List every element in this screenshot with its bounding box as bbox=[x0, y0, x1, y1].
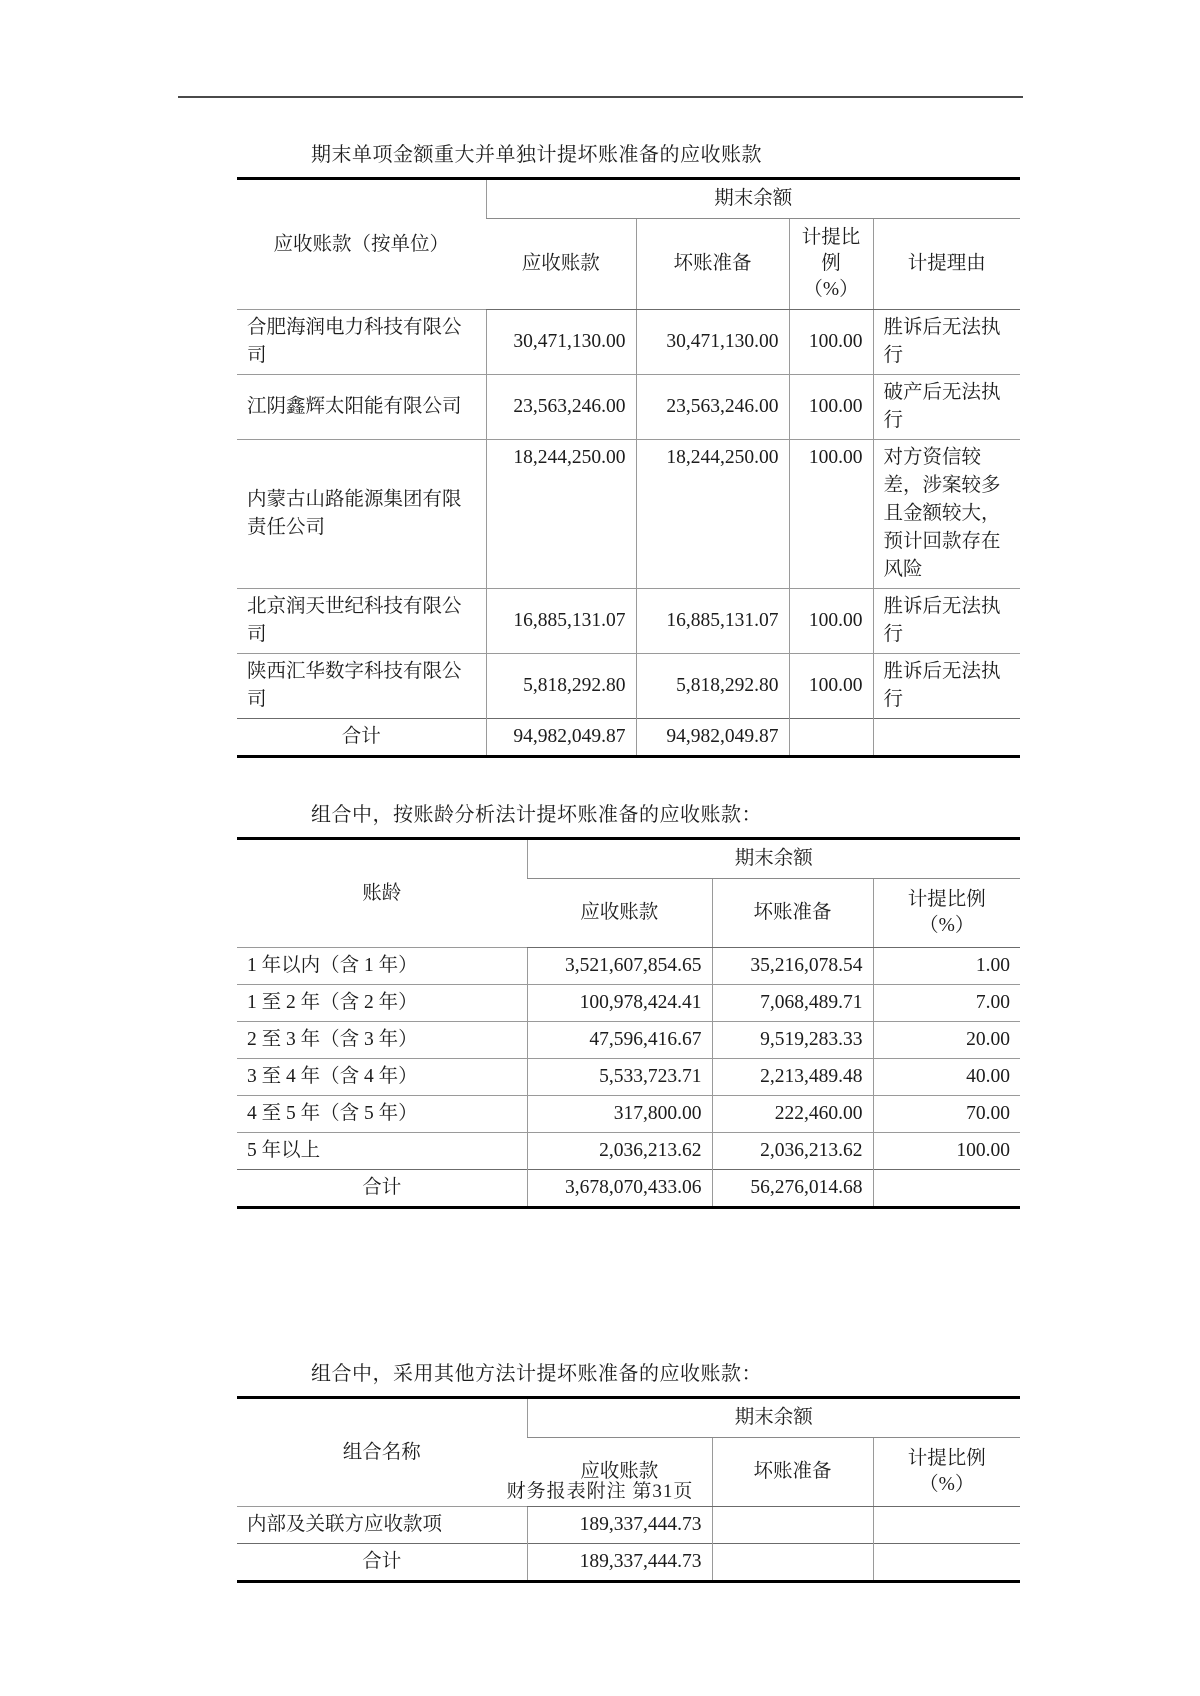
ratio-unit: （%） bbox=[919, 1474, 975, 1495]
column-group-header-ending-balance: 期末余额 bbox=[527, 1398, 1020, 1438]
column-header-ratio bbox=[789, 219, 873, 310]
ratio-cell bbox=[873, 1507, 1020, 1544]
reason-cell: 破产后无法执行 bbox=[873, 375, 1020, 440]
receivable-cell: 23,563,246.00 bbox=[486, 375, 636, 440]
receivable-cell: 189,337,444.73 bbox=[527, 1507, 712, 1544]
total-provision bbox=[712, 1544, 873, 1582]
total-row bbox=[237, 719, 1020, 757]
page-footer: 财务报表附注 第31页 bbox=[506, 1481, 694, 1502]
receivable-cell: 16,885,131.07 bbox=[486, 589, 636, 654]
ratio-unit: （%） bbox=[919, 915, 975, 936]
ratio-cell: 20.00 bbox=[873, 1022, 1020, 1059]
table1-caption: 期末单项金额重大并单独计提坏账准备的应收账款 bbox=[311, 144, 762, 166]
total-ratio bbox=[789, 719, 873, 757]
column-header-provision: 坏账准备 bbox=[636, 219, 789, 310]
aging-bucket-cell: 4 至 5 年（含 5 年） bbox=[237, 1096, 527, 1133]
column-header-entity: 应收账款（按单位） bbox=[273, 233, 449, 255]
company-name-cell: 北京润天世纪科技有限公司 bbox=[237, 589, 486, 654]
aging-bucket-cell: 1 至 2 年（含 2 年） bbox=[237, 985, 527, 1022]
provision-cell: 35,216,078.54 bbox=[712, 948, 873, 985]
total-label: 合计 bbox=[237, 719, 486, 757]
total-receivable: 3,678,070,433.06 bbox=[527, 1170, 712, 1208]
receivable-cell: 100,978,424.41 bbox=[527, 985, 712, 1022]
receivable-cell: 18,244,250.00 bbox=[486, 440, 636, 589]
portfolio-name-cell: 内部及关联方应收款项 bbox=[237, 1507, 527, 1544]
page-content bbox=[237, 0, 1020, 1583]
ratio-cell: 100.00 bbox=[789, 375, 873, 440]
receivable-cell: 47,596,416.67 bbox=[527, 1022, 712, 1059]
table-individual-provision bbox=[237, 177, 1020, 758]
provision-cell: 7,068,489.71 bbox=[712, 985, 873, 1022]
provision-cell: 2,213,489.48 bbox=[712, 1059, 873, 1096]
table-row bbox=[237, 1507, 1020, 1544]
table-row bbox=[237, 1096, 1020, 1133]
column-header-receivable: 应收账款 bbox=[527, 1438, 712, 1507]
total-receivable: 189,337,444.73 bbox=[527, 1544, 712, 1582]
total-row bbox=[237, 1544, 1020, 1582]
receivable-cell: 30,471,130.00 bbox=[486, 310, 636, 375]
column-header-provision: 坏账准备 bbox=[712, 1438, 873, 1507]
reason-cell: 胜诉后无法执行 bbox=[873, 310, 1020, 375]
table2-caption: 组合中，按账龄分析法计提坏账准备的应收账款： bbox=[311, 804, 762, 826]
provision-cell: 30,471,130.00 bbox=[636, 310, 789, 375]
table-row bbox=[237, 310, 1020, 375]
company-name-cell: 内蒙古山路能源集团有限责任公司 bbox=[237, 440, 486, 589]
table-row bbox=[237, 1133, 1020, 1170]
table-row bbox=[237, 589, 1020, 654]
column-group-header-ending-balance: 期末余额 bbox=[527, 839, 1020, 879]
receivable-cell: 5,818,292.80 bbox=[486, 654, 636, 719]
aging-bucket-cell: 2 至 3 年（含 3 年） bbox=[237, 1022, 527, 1059]
aging-bucket-cell: 5 年以上 bbox=[237, 1133, 527, 1170]
receivable-cell: 2,036,213.62 bbox=[527, 1133, 712, 1170]
total-reason bbox=[873, 719, 1020, 757]
ratio-cell: 100.00 bbox=[789, 589, 873, 654]
ratio-cell: 100.00 bbox=[873, 1133, 1020, 1170]
total-label: 合计 bbox=[237, 1170, 527, 1208]
receivable-cell: 3,521,607,854.65 bbox=[527, 948, 712, 985]
column-header-provision: 坏账准备 bbox=[712, 879, 873, 948]
company-name-cell: 江阴鑫辉太阳能有限公司 bbox=[237, 375, 486, 440]
reason-cell: 胜诉后无法执行 bbox=[873, 654, 1020, 719]
table-row bbox=[237, 985, 1020, 1022]
ratio-cell: 100.00 bbox=[789, 440, 873, 589]
table-row bbox=[237, 375, 1020, 440]
column-header-ratio bbox=[873, 879, 1020, 948]
table-row bbox=[237, 948, 1020, 985]
ratio-label: 计提比例 bbox=[801, 227, 861, 274]
total-provision: 94,982,049.87 bbox=[636, 719, 789, 757]
company-name-cell: 合肥海润电力科技有限公司 bbox=[237, 310, 486, 375]
ratio-cell: 1.00 bbox=[873, 948, 1020, 985]
ratio-cell: 100.00 bbox=[789, 654, 873, 719]
receivable-cell: 317,800.00 bbox=[527, 1096, 712, 1133]
ratio-label: 计提比例 bbox=[907, 889, 986, 910]
table-row bbox=[237, 1059, 1020, 1096]
table-aging-provision bbox=[237, 837, 1020, 1209]
ratio-label: 计提比例 bbox=[907, 1448, 986, 1469]
provision-cell bbox=[712, 1507, 873, 1544]
reason-cell: 胜诉后无法执行 bbox=[873, 589, 1020, 654]
column-header-receivable: 应收账款 bbox=[527, 879, 712, 948]
aging-bucket-cell: 3 至 4 年（含 4 年） bbox=[237, 1059, 527, 1096]
total-row bbox=[237, 1170, 1020, 1208]
column-header-aging: 账龄 bbox=[362, 882, 402, 904]
total-receivable: 94,982,049.87 bbox=[486, 719, 636, 757]
provision-cell: 5,818,292.80 bbox=[636, 654, 789, 719]
provision-cell: 23,563,246.00 bbox=[636, 375, 789, 440]
total-ratio bbox=[873, 1170, 1020, 1208]
provision-cell: 9,519,283.33 bbox=[712, 1022, 873, 1059]
receivable-cell: 5,533,723.71 bbox=[527, 1059, 712, 1096]
total-ratio bbox=[873, 1544, 1020, 1582]
ratio-cell: 70.00 bbox=[873, 1096, 1020, 1133]
ratio-cell: 7.00 bbox=[873, 985, 1020, 1022]
ratio-unit: （%） bbox=[803, 279, 859, 300]
total-provision: 56,276,014.68 bbox=[712, 1170, 873, 1208]
ratio-cell: 100.00 bbox=[789, 310, 873, 375]
provision-cell: 2,036,213.62 bbox=[712, 1133, 873, 1170]
column-group-header-ending-balance: 期末余额 bbox=[486, 179, 1020, 219]
table3-caption: 组合中，采用其他方法计提坏账准备的应收账款： bbox=[311, 1363, 762, 1385]
column-header-portfolio-name: 组合名称 bbox=[342, 1441, 421, 1463]
table-row bbox=[237, 1022, 1020, 1059]
ratio-cell: 40.00 bbox=[873, 1059, 1020, 1096]
company-name-cell: 陕西汇华数字科技有限公司 bbox=[237, 654, 486, 719]
column-header-receivable: 应收账款 bbox=[486, 219, 636, 310]
table-row bbox=[237, 440, 1020, 589]
table-row bbox=[237, 654, 1020, 719]
column-header-reason: 计提理由 bbox=[873, 219, 1020, 310]
provision-cell: 16,885,131.07 bbox=[636, 589, 789, 654]
provision-cell: 18,244,250.00 bbox=[636, 440, 789, 589]
reason-cell: 对方资信较差，涉案较多且金额较大，预计回款存在风险 bbox=[873, 440, 1020, 589]
provision-cell: 222,460.00 bbox=[712, 1096, 873, 1133]
aging-bucket-cell: 1 年以内（含 1 年） bbox=[237, 948, 527, 985]
total-label: 合计 bbox=[237, 1544, 527, 1582]
